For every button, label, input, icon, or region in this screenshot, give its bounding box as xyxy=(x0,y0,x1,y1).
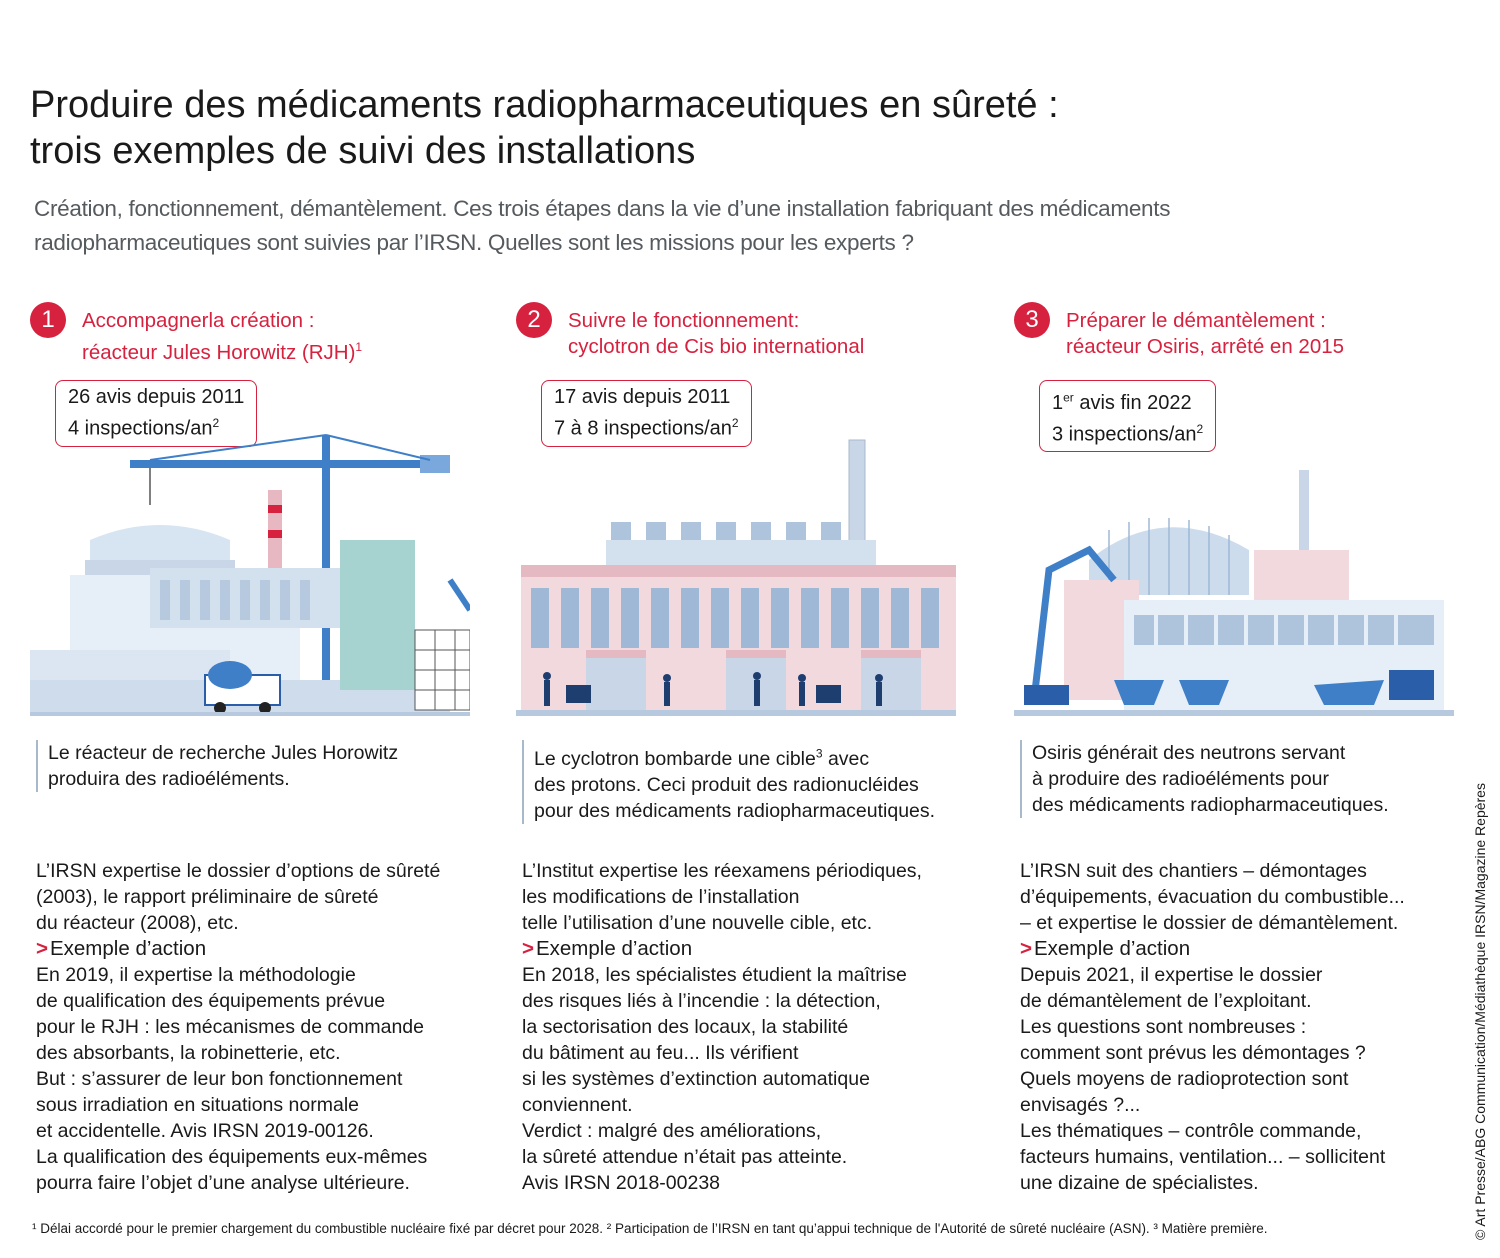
caption-text: Le cyclotron bombarde une cible xyxy=(534,747,816,770)
example-line: des risques liés à l’incendie : la détection, xyxy=(522,990,881,1012)
example-line: une dizaine de spécialistes. xyxy=(1020,1172,1259,1194)
stat-opinions: 26 avis depuis 2011 xyxy=(68,386,245,408)
title-line-1: Produire des médicaments radiopharmaceutiques en sûreté : xyxy=(30,84,1059,126)
example-line: pourra faire l’objet d’une analyse ultérieure. xyxy=(36,1172,410,1194)
section-number: 2 xyxy=(516,302,552,338)
section-dismantling xyxy=(1014,300,1454,1200)
body-line: du réacteur (2008), etc. xyxy=(36,912,239,934)
cyclotron-building-illustration xyxy=(516,430,956,720)
section-heading xyxy=(1066,308,1344,360)
illustration-caption xyxy=(36,740,398,792)
example-line: Les questions sont nombreuses : xyxy=(1020,1016,1307,1038)
example-line: En 2018, les spécialistes étudient la maîtrise xyxy=(522,964,907,986)
section-number: 3 xyxy=(1014,302,1050,338)
section-heading xyxy=(82,308,362,366)
illustration-caption xyxy=(1020,740,1389,818)
example-line: pour le RJH : les mécanismes de commande xyxy=(36,1016,424,1038)
example-line: si les systèmes d’extinction automatique xyxy=(522,1068,870,1090)
reactor-dismantling-illustration xyxy=(1014,430,1454,720)
example-title xyxy=(1020,936,1405,962)
illustration-caption xyxy=(522,740,935,824)
example-line: de démantèlement de l’exploitant. xyxy=(1020,990,1312,1012)
footnote-ref-1: 1 xyxy=(355,340,363,354)
example-title-text: Exemple d’action xyxy=(49,937,207,960)
section-body xyxy=(36,858,440,1196)
body-line: L’Institut expertise les réexamens périodiques, xyxy=(522,860,922,882)
stat-opinions xyxy=(1052,392,1192,414)
section-body xyxy=(1020,858,1405,1196)
example-line: comment sont prévus les démontages ? xyxy=(1020,1042,1366,1064)
example-line: et accidentelle. Avis IRSN 2019-00126. xyxy=(36,1120,374,1142)
footnote-ref-2: 2 xyxy=(731,416,739,430)
section-body xyxy=(522,858,922,1196)
stat-text: 1 xyxy=(1052,391,1064,414)
example-line: Verdict : malgré des améliorations, xyxy=(522,1120,822,1142)
copyright-credit: © Art Presse/ABG Communication/Médiathèque IRSN/Magazine Repères xyxy=(1472,783,1488,1240)
example-line: de qualification des équipements prévue xyxy=(36,990,386,1012)
stat-text: avis fin 2022 xyxy=(1073,391,1192,414)
example-line: Depuis 2021, il expertise le dossier xyxy=(1020,964,1323,986)
example-line: conviennent. xyxy=(522,1094,633,1116)
example-line: En 2019, il expertise la méthodologie xyxy=(36,964,356,986)
body-line: (2003), le rapport préliminaire de sûreté xyxy=(36,886,379,908)
title-line-2: trois exemples de suivi des installations xyxy=(30,130,696,172)
body-line: – et expertise le dossier de démantèlement. xyxy=(1020,912,1399,934)
caption-line xyxy=(534,748,869,770)
heading-line-2: cyclotron de Cis bio international xyxy=(568,335,865,358)
chevron-right-icon: > xyxy=(1020,937,1032,960)
footnotes: ¹ Délai accordé pour le premier chargement du combustible nucléaire fixé par décret pour 2028. ² Participation de l’IRSN en tant qu’appui technique de l'Autorité de sûreté nucléaire (ASN). ³ Matière première. xyxy=(32,1221,1268,1236)
footnote-ref-2: 2 xyxy=(1196,421,1204,436)
example-title-text: Exemple d’action xyxy=(1033,937,1191,960)
section-creation xyxy=(30,300,470,1200)
stat-inspections: 4 inspections/an xyxy=(68,417,213,440)
body-line: L’IRSN expertise le dossier d’options de sûreté xyxy=(36,860,441,882)
example-line: Les thématiques – contrôle commande, xyxy=(1020,1120,1362,1142)
example-line: But : s’assurer de leur bon fonctionnement xyxy=(36,1068,403,1090)
chevron-right-icon: > xyxy=(36,937,48,960)
caption-line: pour des médicaments radiopharmaceutiques. xyxy=(534,799,936,822)
reactor-construction-illustration xyxy=(30,430,470,720)
caption-line: des protons. Ceci produit des radionucléides xyxy=(534,773,919,796)
chevron-right-icon: > xyxy=(522,937,534,960)
subtitle-line-2: radiopharmaceutiques sont suivies par l’IRSN. Quelles sont les missions pour les experts ? xyxy=(34,230,914,255)
caption-line: Le réacteur de recherche Jules Horowitz xyxy=(48,742,399,764)
body-line: telle l’utilisation d’une nouvelle cible, etc. xyxy=(522,912,873,934)
caption-line: à produire des radioéléments pour xyxy=(1032,768,1330,790)
subtitle-line-1: Création, fonctionnement, démantèlement. Ces trois étapes dans la vie d’une installation fabriquant des médicaments xyxy=(34,196,1171,221)
page-title xyxy=(30,82,1450,174)
heading-line-1: Préparer le démantèlement : xyxy=(1066,309,1326,332)
stat-opinions: 17 avis depuis 2011 xyxy=(554,386,731,408)
footnote-ref-2: 2 xyxy=(212,416,220,430)
section-heading xyxy=(568,308,864,360)
heading-line-2: réacteur Osiris, arrêté en 2015 xyxy=(1066,335,1345,358)
caption-text: avec xyxy=(822,747,870,770)
stat-inspections: 7 à 8 inspections/an xyxy=(554,417,732,440)
heading-line-2: réacteur Jules Horowitz (RJH) xyxy=(82,340,356,364)
example-line: facteurs humains, ventilation... – sollicitent xyxy=(1020,1146,1386,1168)
stat-superscript: er xyxy=(1063,390,1074,404)
caption-line: des médicaments radiopharmaceutiques. xyxy=(1032,794,1389,816)
example-line: Quels moyens de radioprotection sont xyxy=(1020,1068,1349,1090)
body-line: L’IRSN suit des chantiers – démontages xyxy=(1020,860,1367,882)
body-line: les modifications de l’installation xyxy=(522,886,800,908)
subtitle xyxy=(34,192,1434,260)
section-number: 1 xyxy=(30,302,66,338)
heading-line-1: Accompagnerla création : xyxy=(82,309,315,332)
example-line: du bâtiment au feu... Ils vérifient xyxy=(522,1042,799,1064)
stat-inspections: 3 inspections/an xyxy=(1052,423,1197,446)
example-line: des absorbants, la robinetterie, etc. xyxy=(36,1042,341,1064)
section-operation xyxy=(516,300,956,1200)
example-line: la sûreté attendue n’était pas atteinte. xyxy=(522,1146,848,1168)
caption-line: produira des radioéléments. xyxy=(48,768,290,790)
example-line: sous irradiation en situations normale xyxy=(36,1094,360,1116)
example-line: Avis IRSN 2018-00238 xyxy=(522,1172,721,1194)
example-title-text: Exemple d’action xyxy=(535,937,693,960)
footnote-ref-3: 3 xyxy=(815,746,823,760)
example-line: La qualification des équipements eux-mêmes xyxy=(36,1146,428,1168)
example-title xyxy=(36,936,440,962)
example-line: envisagés ?... xyxy=(1020,1094,1141,1116)
caption-line: Osiris générait des neutrons servant xyxy=(1032,742,1346,764)
example-line: la sectorisation des locaux, la stabilité xyxy=(522,1016,849,1038)
example-title xyxy=(522,936,922,962)
heading-line-1: Suivre le fonctionnement: xyxy=(568,309,800,332)
body-line: d’équipements, évacuation du combustible... xyxy=(1020,886,1405,908)
